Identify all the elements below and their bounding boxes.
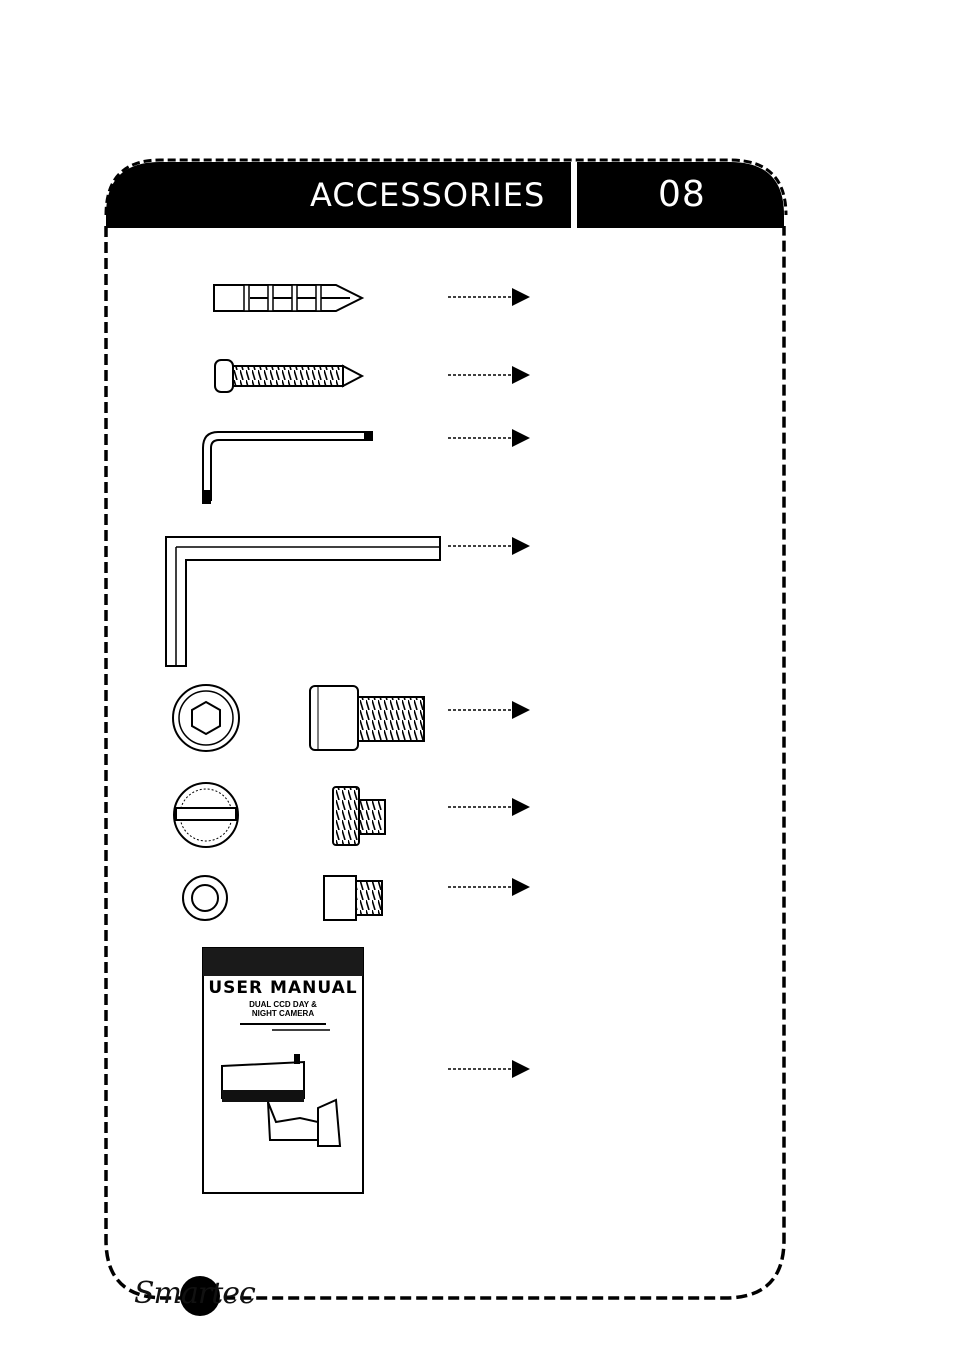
arrow-7-icon (448, 878, 530, 896)
manual-cover-title: USER MANUAL (208, 978, 358, 998)
arrow-2-icon (448, 366, 530, 384)
arrow-1-icon (448, 288, 530, 306)
wall-plug-anchor-icon (214, 285, 362, 311)
screw-icon (215, 360, 362, 392)
hex-socket-bolt-icon (173, 685, 424, 751)
page-title: ACCESSORIES (310, 176, 546, 214)
short-bolt-icon (183, 876, 382, 920)
manual-cover-subtitle-1: DUAL CCD DAY & (249, 1000, 317, 1009)
arrow-6-icon (448, 798, 530, 816)
page-number: 08 (658, 174, 706, 215)
slotted-thumb-screw-icon (174, 783, 385, 847)
small-hex-key-icon (202, 432, 373, 504)
arrow-4-icon (448, 537, 530, 555)
brand-logo: Smartec (134, 1276, 255, 1311)
arrow-8-icon (448, 1060, 530, 1078)
header-divider (571, 162, 577, 230)
arrow-5-icon (448, 701, 530, 719)
arrow-3-icon (448, 429, 530, 447)
manual-cover-subtitle-2: NIGHT CAMERA (251, 1009, 315, 1018)
large-hex-key-icon (166, 537, 440, 666)
